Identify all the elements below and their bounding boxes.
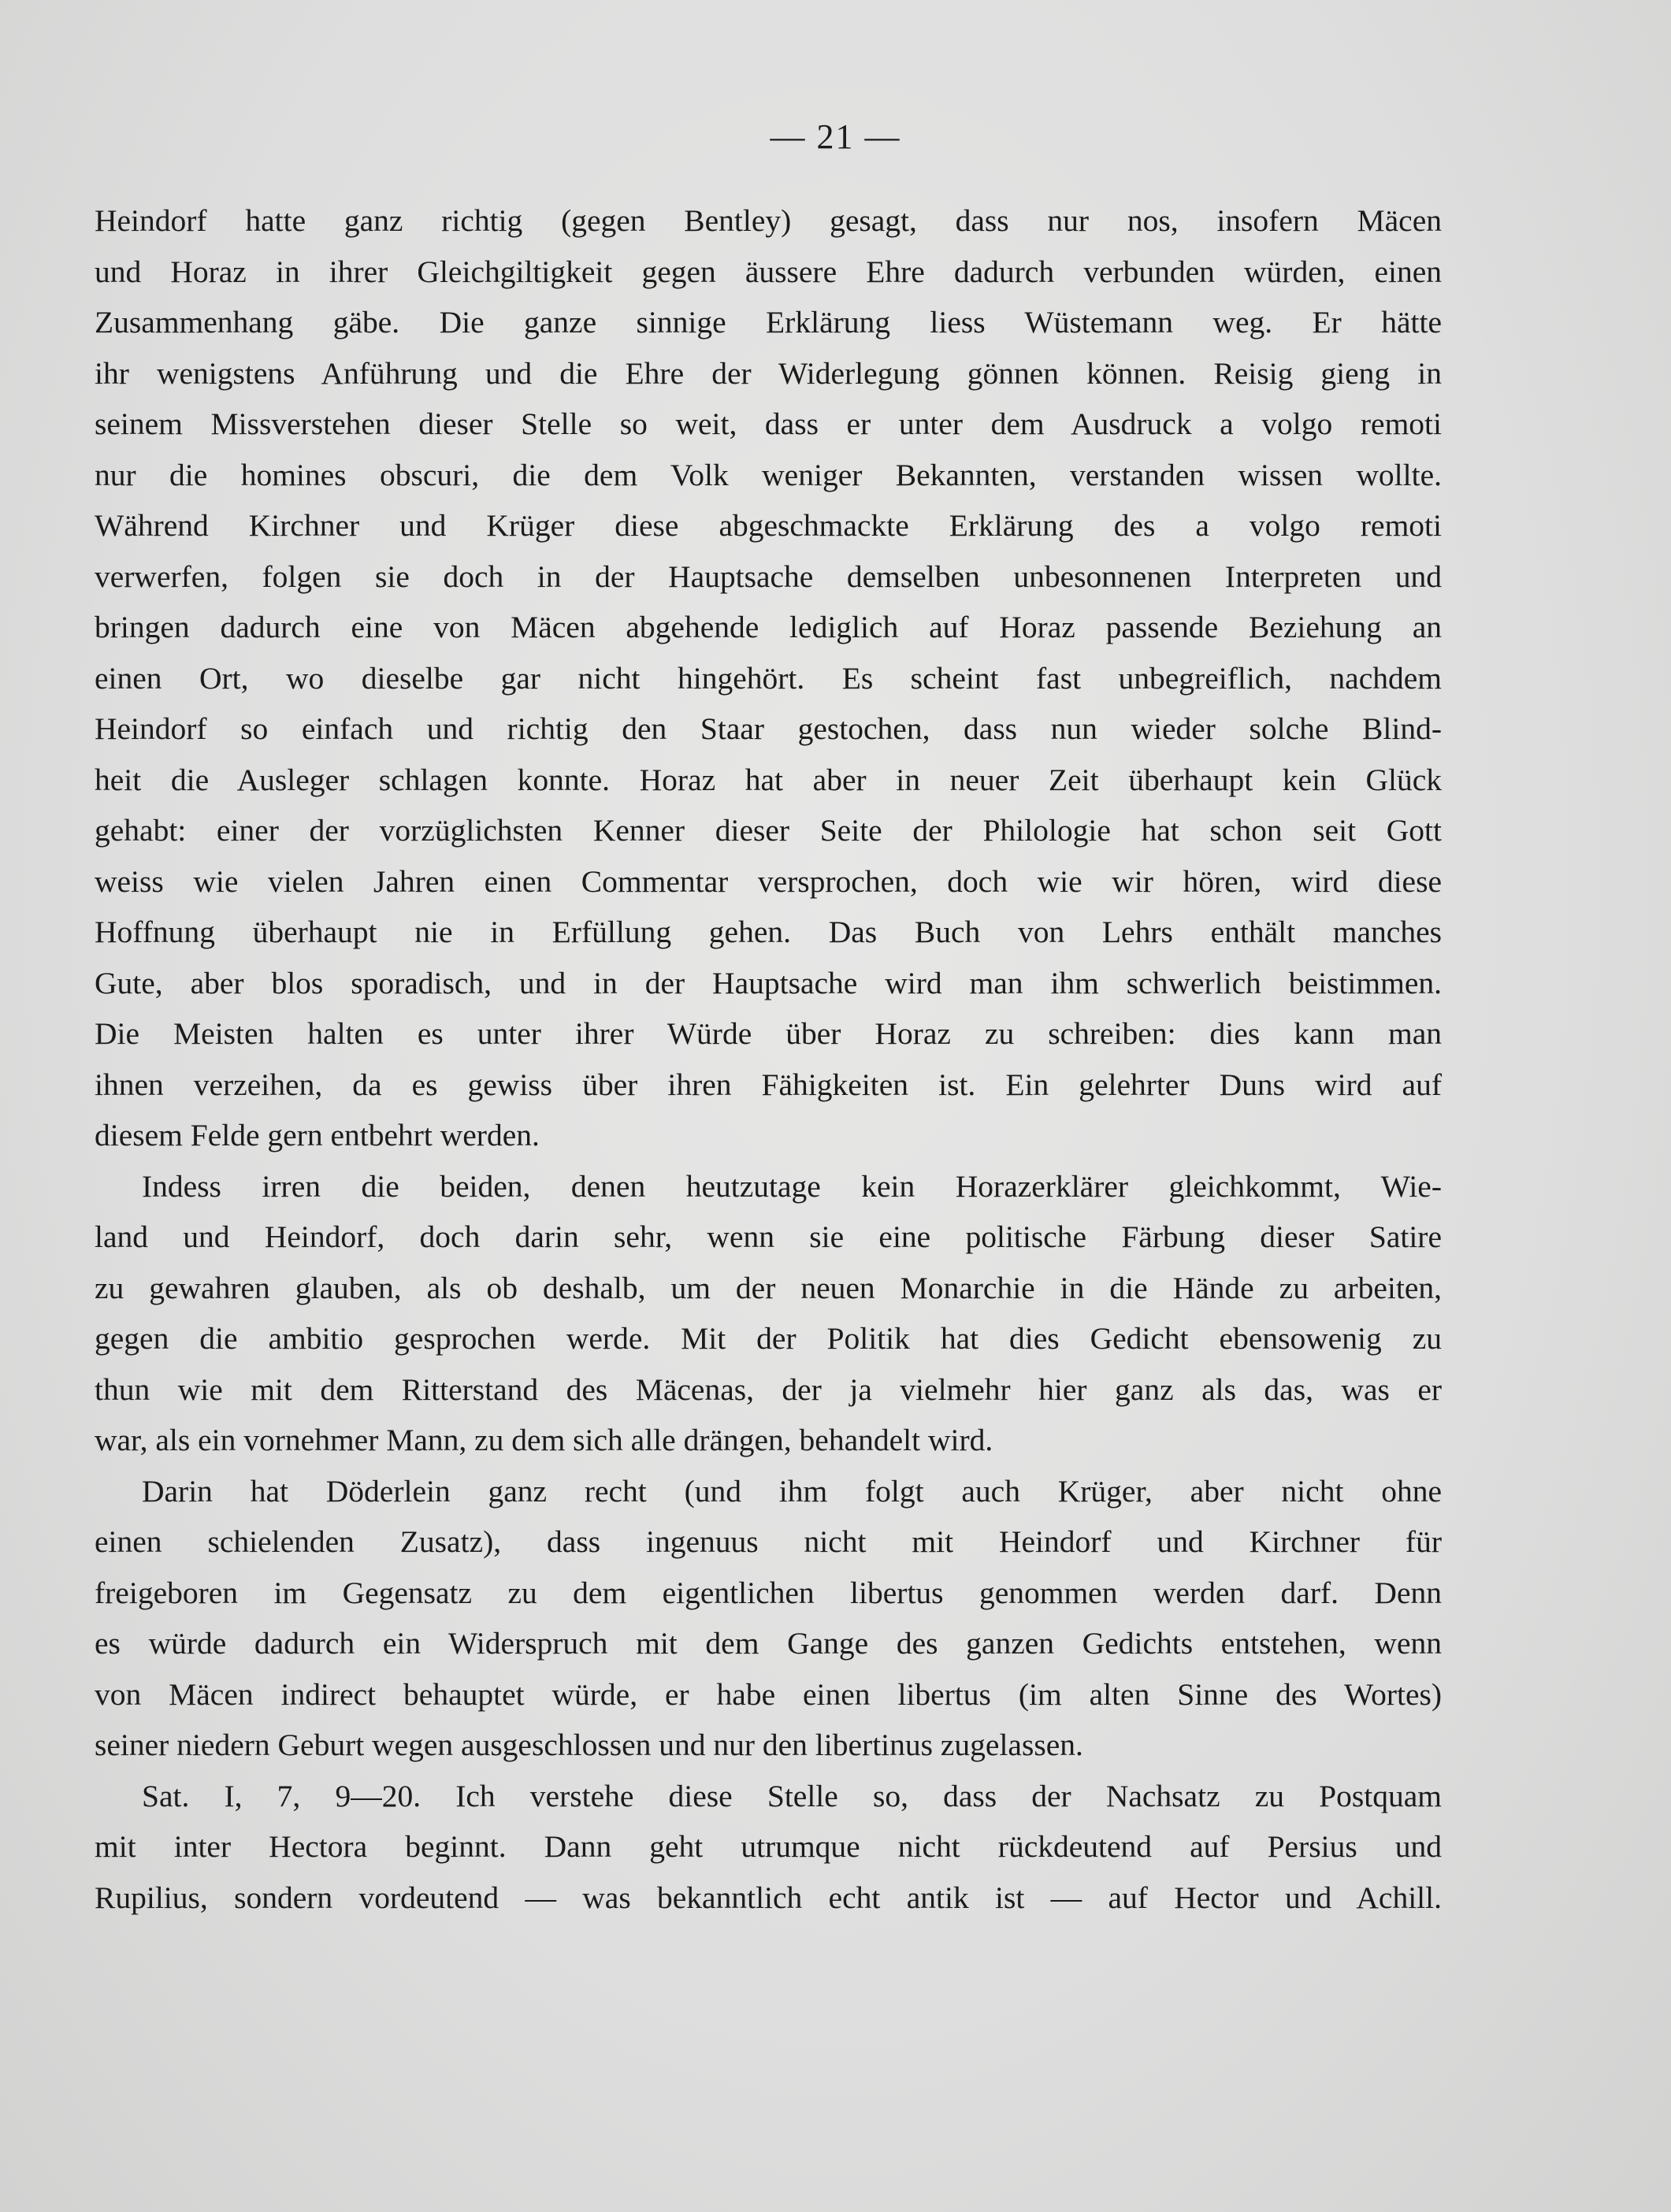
paragraph (95, 1161, 1442, 1466)
text-line: Die Meisten halten es unter ihrer Würde über Horaz zu schreiben: dies kann man (95, 1016, 1442, 1051)
text-line: freigeboren im Gegensatz zu dem eigentlichen libertus genommen werden darf. Denn (95, 1575, 1442, 1610)
text-line: und Horaz in ihrer Gleichgiltigkeit gegen äussere Ehre dadurch verbunden würden, einen (95, 254, 1442, 289)
text-line: Sat. I, 7, 9—20. Ich verstehe diese Stelle so, dass der Nachsatz zu Postquam (142, 1778, 1442, 1813)
text-line: diesem Felde gern entbehrt werden. (95, 1118, 540, 1152)
text-line: thun wie mit dem Ritterstand des Mäcenas, der ja vielmehr hier ganz als das, was er (95, 1371, 1442, 1407)
text-line: heit die Ausleger schlagen konnte. Horaz hat aber in neuer Zeit überhaupt kein Glück (95, 762, 1442, 797)
paragraph (95, 1466, 1442, 1771)
text-line: verwerfen, folgen sie doch in der Hauptsache demselben unbesonnenen Interpreten und (95, 559, 1442, 594)
text-line: Zusammenhang gäbe. Die ganze sinnige Erklärung liess Wüstemann weg. Er hätte (95, 305, 1442, 340)
paragraph (95, 1771, 1442, 1924)
text-line: nur die homines obscuri, die dem Volk weniger Bekannten, verstanden wissen wollte. (95, 457, 1442, 492)
body-text (95, 195, 1442, 1923)
text-line: Indess irren die beiden, denen heutzutage kein Horazerklärer gleichkommt, Wie- (142, 1168, 1442, 1204)
text-line: land und Heindorf, doch darin sehr, wenn sie eine politische Färbung dieser Satire (95, 1219, 1442, 1254)
text-line: Rupilius, sondern vordeutend — was bekanntlich echt antik ist — auf Hector und Achill. (95, 1880, 1442, 1915)
text-line: Darin hat Döderlein ganz recht (und ihm folgt auch Krüger, aber nicht ohne (142, 1473, 1442, 1509)
text-line: weiss wie vielen Jahren einen Commentar versprochen, doch wie wir hören, wird diese (95, 863, 1442, 899)
text-line: bringen dadurch eine von Mäcen abgehende lediglich auf Horaz passende Beziehung an (95, 610, 1442, 644)
text-line: seinem Missverstehen dieser Stelle so weit, dass er unter dem Ausdruck a volgo remoti (95, 406, 1442, 441)
page-number: — 21 — (770, 117, 901, 156)
text-line: seiner niedern Geburt wegen ausgeschlossen und nur den libertinus zugelassen. (95, 1728, 1083, 1762)
text-line: gehabt: einer der vorzüglichsten Kenner dieser Seite der Philologie hat schon seit Gott (95, 813, 1442, 848)
paragraph (95, 195, 1442, 1161)
text-line: Während Kirchner und Krüger diese abgeschmackte Erklärung des a volgo remoti (95, 508, 1442, 543)
text-line: zu gewahren glauben, als ob deshalb, um der neuen Monarchie in die Hände zu arbeiten, (95, 1270, 1442, 1305)
text-line: gegen die ambitio gesprochen werde. Mit der Politik hat dies Gedicht ebensowenig zu (95, 1321, 1442, 1356)
text-line: Hoffnung überhaupt nie in Erfüllung gehen. Das Buch von Lehrs enthält manches (95, 915, 1442, 949)
text-line: einen schielenden Zusatz), dass ingenuus nicht mit Heindorf und Kirchner für (95, 1524, 1442, 1559)
text-line: einen Ort, wo dieselbe gar nicht hingehört. Es scheint fast unbegreiflich, nachdem (95, 660, 1442, 696)
text-line: Gute, aber blos sporadisch, und in der Hauptsache wird man ihm schwerlich beistimmen. (95, 965, 1442, 1000)
text-line: war, als ein vornehmer Mann, zu dem sich alle drängen, behandelt wird. (95, 1423, 993, 1457)
text-line: es würde dadurch ein Widerspruch mit dem Gange des ganzen Gedichts entstehen, wenn (95, 1626, 1442, 1661)
text-line: Heindorf so einfach und richtig den Staar gestochen, dass nun wieder solche Blind- (95, 711, 1442, 746)
text-line: ihr wenigstens Anführung und die Ehre der Widerlegung gönnen können. Reisig gieng in (95, 355, 1442, 391)
text-line: von Mäcen indirect behauptet würde, er habe einen libertus (im alten Sinne des Wortes) (95, 1676, 1442, 1712)
text-line: mit inter Hectora beginnt. Dann geht utrumque nicht rückdeutend auf Persius und (95, 1829, 1442, 1864)
text-line: Heindorf hatte ganz richtig (gegen Bentley) gesagt, dass nur nos, insofern Mäcen (95, 203, 1442, 238)
text-line: ihnen verzeihen, da es gewiss über ihren Fähigkeiten ist. Ein gelehrter Duns wird auf (95, 1067, 1442, 1102)
